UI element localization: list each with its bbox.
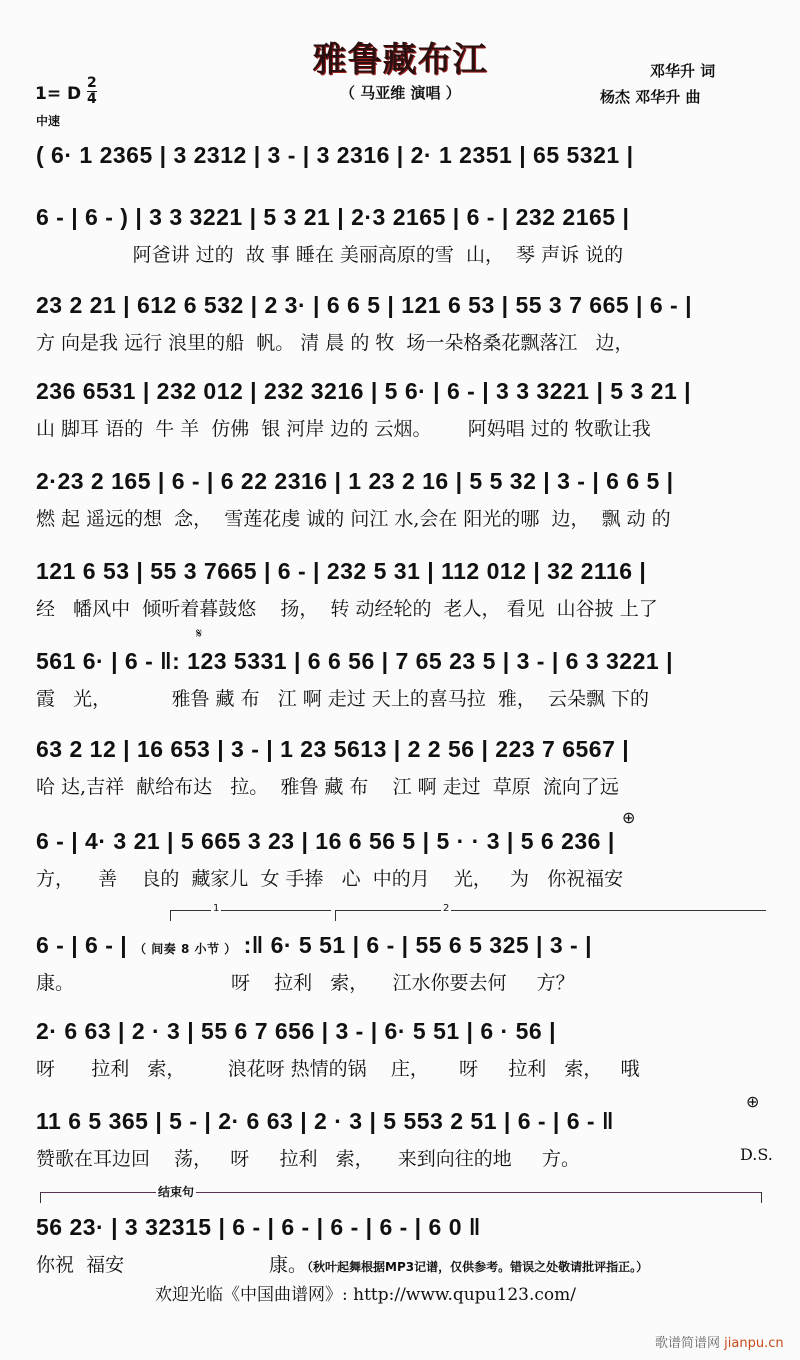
notes-line: 56 23· | 3 32315 | 6 - | 6 - | 6 - | 6 - | 6 0 ‖: [36, 1214, 481, 1240]
lyricist-credit: 邓华升 词: [650, 62, 716, 80]
notes-line: 561 6· | 6 - ‖: 123 5331 | 6 6 56 | 7 65 23 5 | 3 - | 6 3 3221 |: [36, 648, 674, 674]
tempo-marking: 中速: [36, 114, 61, 128]
time-signature-top: 2: [87, 75, 97, 91]
coda-icon: ⊕: [622, 808, 636, 827]
song-title: 雅鲁藏布江: [312, 40, 488, 80]
footer-text: 欢迎光临《中国曲谱网》: http://www.qupu123.com/: [155, 1285, 576, 1305]
ending-label: 结束句: [158, 1185, 195, 1199]
singer-credit: （ 马亚维 演唱 ）: [340, 84, 461, 102]
coda-icon: ⊕: [746, 1092, 760, 1111]
composer-credit: 杨杰 邓华升 曲: [600, 88, 701, 106]
notes-line: 6 - | 4· 3 21 | 5 665 3 23 | 16 6 56 5 | 5 · · 3 | 5 6 236 |: [36, 828, 615, 854]
lyrics-line: [36, 1252, 776, 1278]
volta-bracket-1: 1: [170, 910, 331, 921]
dal-segno-marking: D.S.: [740, 1145, 773, 1164]
watermark-cn: 歌谱简谱网: [655, 1336, 721, 1351]
notes-segment: 6 - | 6 - |: [36, 932, 128, 958]
lyrics-segment: 你祝 福安 康。: [36, 1254, 308, 1276]
lyrics-line: 方 向是我 远行 浪里的船 帆。 清 晨 的 牧 场一朵格桑花飘落江 边，: [36, 332, 634, 354]
watermark: [655, 1332, 784, 1351]
score-row: [36, 1212, 776, 1278]
notes-line: 63 2 12 | 16 653 | 3 - | 1 23 5613 | 2 2 56 | 223 7 6567 |: [36, 736, 630, 762]
notes-line: ( 6· 1 2365 | 3 2312 | 3 - | 3 2316 | 2· 1 2351 | 65 5321 |: [36, 142, 634, 168]
notes-line: [36, 930, 776, 960]
time-signature-bottom: 4: [87, 91, 97, 107]
segno-icon: 𝄋: [196, 626, 203, 642]
key-signature: 1= D: [35, 84, 82, 104]
score-row: [36, 646, 776, 712]
score-row: [36, 826, 776, 892]
score-row: [36, 140, 776, 170]
lyrics-line: 山 脚耳 语的 牛 羊 仿佛 银 河岸 边的 云烟。 阿妈唱 过的 牧歌让我: [36, 418, 651, 440]
notes-line: 11 6 5 365 | 5 - | 2· 6 63 | 2 · 3 | 5 553 2 51 | 6 - | 6 - ‖: [36, 1108, 614, 1134]
notes-line: 2·23 2 165 | 6 - | 6 22 2316 | 1 23 2 16 | 5 5 32 | 3 - | 6 6 5 |: [36, 468, 674, 494]
lyrics-line: 霞 光， 雅鲁 藏 布 江 啊 走过 天上的喜马拉 雅， 云朵飘 下的: [36, 688, 650, 710]
lyrics-line: 燃 起 遥远的想 念， 雪莲花虔 诚的 问江 水,会在 阳光的哪 边， 飘 动 的: [36, 508, 671, 530]
ending-bracket: [40, 1185, 762, 1203]
score-row: [36, 290, 776, 356]
score-row: [36, 1106, 776, 1172]
notes-line: 121 6 53 | 55 3 7665 | 6 - | 232 5 31 | 112 012 | 32 2116 |: [36, 558, 647, 584]
transcriber-note: （秋叶起舞根据MP3记谱，仅供参考。错误之处敬请批评指正。）: [307, 1260, 649, 1274]
notes-line: 236 6531 | 232 012 | 232 3216 | 5 6· | 6 - | 3 3 3221 | 5 3 21 |: [36, 378, 692, 404]
lyrics-line: 康。 呀 拉利 索， 江水你要去何 方？: [36, 972, 575, 994]
lyrics-line: 哈 达,吉祥 献给布达 拉。 雅鲁 藏 布 江 啊 走过 草原 流向了远: [36, 776, 619, 798]
score-row: [36, 376, 776, 442]
score-row: [36, 466, 776, 532]
score-row: [36, 734, 776, 800]
notes-line: 6 - | 6 - ) | 3 3 3221 | 5 3 21 | 2·3 2165 | 6 - | 232 2165 |: [36, 204, 630, 230]
score-row: [36, 202, 776, 268]
notes-line: 23 2 21 | 612 6 532 | 2 3· | 6 6 5 | 121 6 53 | 55 3 7 665 | 6 - |: [36, 292, 693, 318]
score-row: [36, 930, 776, 996]
notes-segment: :‖ 6· 5 51 | 6 - | 55 6 5 325 | 3 - |: [243, 932, 593, 958]
notes-line: 2· 6 63 | 2 · 3 | 55 6 7 656 | 3 - | 6· 5 51 | 6 · 56 |: [36, 1018, 557, 1044]
lyrics-line: 阿爸讲 过的 故 事 睡在 美丽高原的雪 山， 琴 声诉 说的: [36, 244, 624, 266]
volta-bracket-2: 2: [335, 910, 766, 921]
lyrics-line: 赞歌在耳边回 荡， 呀 拉利 索， 来到向往的地 方。: [36, 1148, 580, 1170]
watermark-en: jianpu.cn: [724, 1336, 784, 1351]
score-row: [36, 556, 776, 622]
lyrics-line: 经 幡风中 倾听着暮鼓悠 扬， 转 动经轮的 老人， 看见 山谷披 上了: [36, 598, 658, 620]
lyrics-line: 呀 拉利 索， 浪花呀 热情的锅 庄， 呀 拉利 索， 哦: [36, 1058, 640, 1080]
score-row: [36, 1016, 776, 1082]
interlude-label: （ 间奏 8 小节 ）: [134, 942, 237, 956]
lyrics-line: 方， 善 良的 藏家儿 女 手捧 心 中的月 光， 为 你祝福安: [36, 868, 624, 890]
time-signature: [87, 76, 97, 107]
